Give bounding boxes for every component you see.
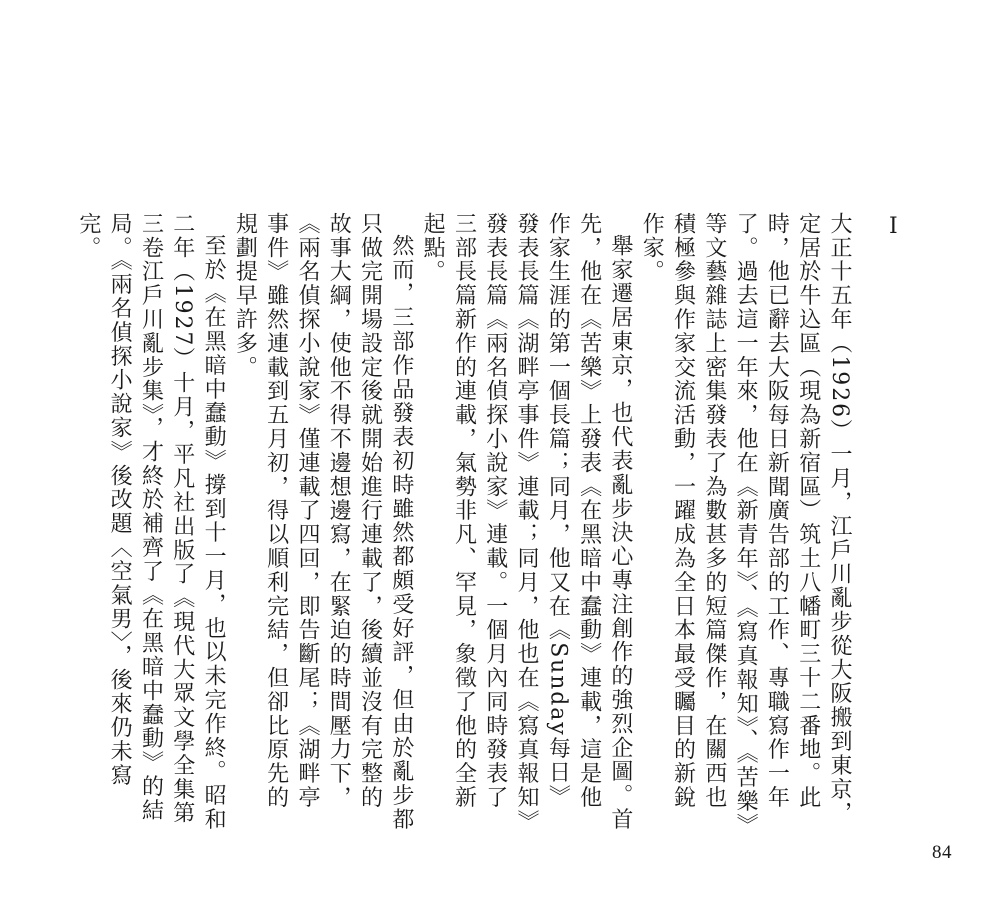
page-number: 84 [932, 842, 952, 863]
paragraph-1: 大正十五年（1926）一月，江戶川亂步從大阪搬到東京，定居於牛込區（現為新宿區）筑土八幡町三十二番地。此時，他已辭去大阪每日新聞廣告部的工作、專職寫作一年了。過去這一年來，他在《新青年》、《寫真報知》、《苦樂》等文藝雜誌上密集發表了為數甚多的短篇傑作，在關西也積極參與作家交流活動，一躍成為全日本最受矚目的新銳作家。 [639, 212, 852, 827]
paragraph-4: 至於《在黑暗中蠢動》撐到十一月，也以未完作終。昭和二年（1927）十月，平凡社出版了《現代大眾文學全集第三卷江戶川亂步集》，才終於補齊了《在黑暗中蠢動》的結局。《兩名偵探小說家》後改題〈空氣男〉，後來仍未寫完。 [75, 212, 227, 832]
section-marker: I [889, 214, 898, 239]
body-text [75, 212, 855, 832]
paragraph-3: 然而，三部作品發表初時雖然都頗受好評，但由於亂步都只做完開場設定後就開始進行連載了，後續並沒有完整的故事大綱，使他不得不邊想邊寫，在緊迫的時間壓力下，《兩名偵探小說家》僅連載了四回，即告斷尾；《湖畔亭事件》雖然連載到五月初，得以順利完結，但卻比原先的規劃提早許多。 [232, 212, 414, 832]
paragraph-2: 舉家遷居東京，也代表亂步決心專注創作的強烈企圖。首先，他在《苦樂》上發表《在黑暗中蠢動》連載，這是他作家生涯的第一個長篇；同月，他又在《Sunday每日》發表長篇《湖畔亭事件》連載；同月，他也在《寫真報知》發表長篇《兩名偵探小說家》連載。一個月內同時發表了三部長篇新作的連載，氣勢非凡、罕見，象徵了他的全新起點。 [420, 212, 633, 832]
